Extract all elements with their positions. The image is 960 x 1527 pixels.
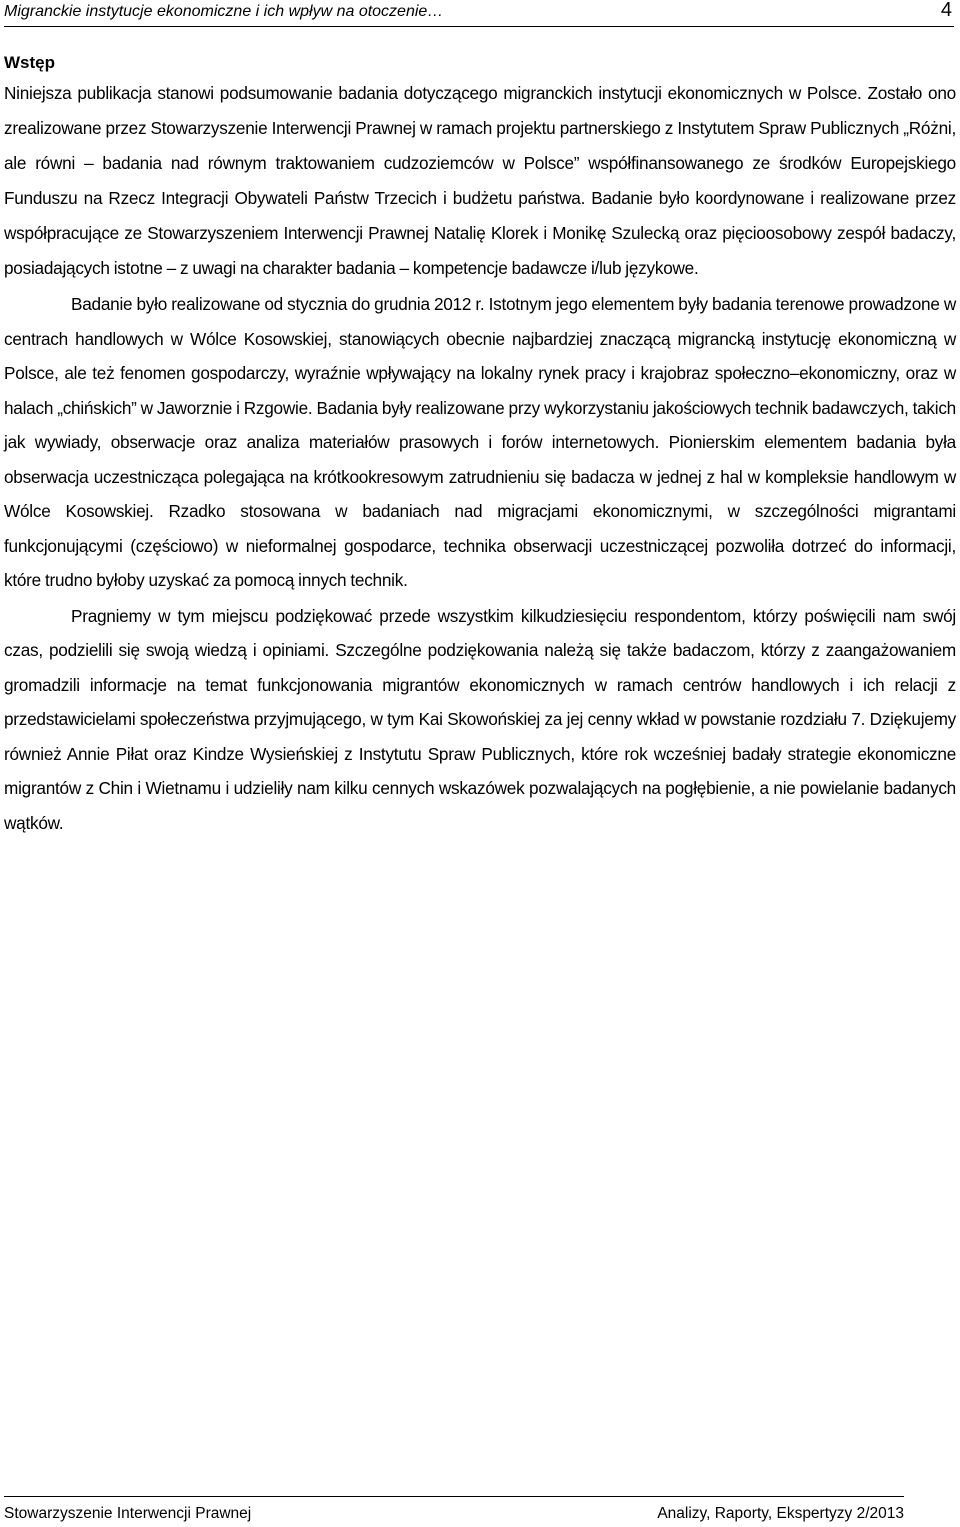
page-header [4,0,954,27]
page-footer [4,1496,904,1523]
page-body [4,50,956,840]
paragraph-intro-text: Niniejsza publikacja stanowi podsumowanie badania dotyczącego migranckich instytucji ekonomicznych w Polsce. Zostało ono zrealizowane przez Stowarzyszenie Interwencji Prawnej w ramach projektu partnerskiego z Instytutem Spraw Publicznych „Różni, ale równi – badania nad równym traktowaniem cudzoziemców w Polsce” współfinansowanego ze środków Europejskiego Funduszu na Rzecz Integracji Obywateli Państw Trzecich i budżetu państwa. Badanie było koordynowane i realizowane przez współpracujące ze Stowarzyszeniem Interwencji Prawnej Natalię Klorek i Monikę Szulecką oraz pięcioosobowy zespół badaczy, posiadających istotne – z uwagi na charakter badania – kompetencje badawcze i/lub językowe. [4,83,956,278]
paragraph-method-text: Badanie było realizowane od stycznia do grudnia 2012 r. Istotnym jego elementem były badania terenowe prowadzone w centrach handlowych w Wólce Kosowskiej, stanowiących obecnie najbardziej znaczącą migrancką instytucję ekonomiczną w Polsce, ale też fenomen gospodarczy, wyraźnie wpływający na lokalny rynek pracy i krajobraz społeczno–ekonomiczny, oraz w halach „chińskich” w Jaworznie i Rzgowie. Badania były realizowane przy wykorzystaniu jakościowych technik badawczych, takich jak wywiady, obserwacje oraz analiza materiałów prasowych i forów internetowych. Pionierskim elementem badania była obserwacja uczestnicząca polegająca na krótkookresowym zatrudnieniu się badacza w jednej z hal w kompleksie handlowym w Wólce Kosowskiej. Rzadko stosowana w badaniach nad migracjami ekonomicznymi, w szczególności migrantami funkcjonującymi (częściowo) w nieformalnej gospodarce, technika obserwacji uczestniczącej pozwoliła dotrzeć do informacji, które trudno byłoby uzyskać za pomocą innych technik. [4,294,956,590]
running-header-title: Migranckie instytucje ekonomiczne i ich wpływ na otoczenie… [4,3,444,20]
paragraph-acknowledgements [4,599,956,841]
paragraph-method [4,287,956,598]
section-heading: Wstęp [4,53,55,72]
footer-publisher: Stowarzyszenie Interwencji Prawnej [4,1505,252,1522]
paragraph-intro [4,76,956,286]
page-number: 4 [940,0,952,21]
footer-series: Analizy, Raporty, Ekspertyzy 2/2013 [657,1505,904,1522]
paragraph-acknowledgements-text: Pragniemy w tym miejscu podziękować przede wszystkim kilkudziesięciu respondentom, którzy poświęcili nam swój czas, podzielili się swoją wiedzą i opiniami. Szczególne podziękowania należą się także badaczom, którzy z zaangażowaniem gromadzili informacje na temat funkcjonowania migrantów ekonomicznych w ramach centrów handlowych i ich relacji z przedstawicielami społeczeństwa przyjmującego, w tym Kai Skowońskiej za jej cenny wkład w powstanie rozdziału 7. Dziękujemy również Annie Piłat oraz Kindze Wysieńskiej z Instytutu Spraw Publicznych, które rok wcześniej badały strategie ekonomiczne migrantów z Chin i Wietnamu i udzieliły nam kilku cennych wskazówek pozwalających na pogłębienie, a nie powielanie badanych wątków. [4,605,956,833]
